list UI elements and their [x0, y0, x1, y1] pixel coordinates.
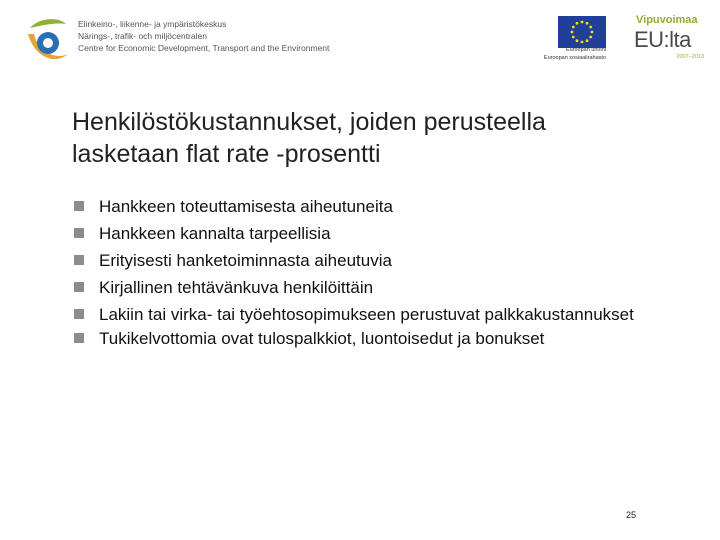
- bullet-text: Hankkeen kannalta tarpeellisia: [99, 224, 331, 243]
- ely-centre-logo: [24, 14, 330, 70]
- bullet-item: [72, 250, 672, 272]
- ely-name-swedish: Närings-, trafik- och miljöcentralen: [78, 31, 207, 41]
- vipuvoimaa-logo: [632, 14, 708, 64]
- ely-centre-logo-icon: [24, 16, 70, 66]
- slide-title-line-2: lasketaan flat rate -prosentti: [72, 140, 381, 168]
- vipuvoimaa-years: 2007–2013: [676, 54, 704, 60]
- bullet-item: [72, 328, 672, 350]
- bullet-list: [72, 196, 672, 355]
- ely-name-finnish: Elinkeino-, liikenne- ja ympäristökeskus: [78, 19, 227, 29]
- bullet-item: [72, 304, 672, 326]
- ely-name-english: Centre for Economic Development, Transport and the Environment: [78, 43, 330, 53]
- eu-flag-icon: [558, 16, 606, 48]
- square-bullet-icon: [74, 309, 84, 319]
- ely-centre-name: [78, 18, 329, 54]
- slide-title-line-1: Henkilöstökustannukset, joiden perusteella: [72, 108, 546, 136]
- slide-title: [72, 106, 672, 170]
- bullet-text: Kirjallinen tehtävänkuva henkilöittäin: [99, 278, 374, 297]
- square-bullet-icon: [74, 255, 84, 265]
- eu-caption: [514, 46, 606, 62]
- square-bullet-icon: [74, 282, 84, 292]
- bullet-text: Erityisesti hanketoiminnasta aiheutuvia: [99, 251, 392, 270]
- bullet-text: Hankkeen toteuttamisesta aiheutuneita: [99, 197, 393, 216]
- square-bullet-icon: [74, 228, 84, 238]
- bullet-item: [72, 277, 672, 299]
- bullet-text: Lakiin tai virka- tai työehtosopimukseen perustuvat palkkakustannukset: [99, 305, 634, 324]
- vipuvoimaa-main: EU:lta: [634, 27, 691, 52]
- page-number: 25: [625, 510, 636, 520]
- eu-caption-union: Euroopan unioni: [565, 47, 606, 53]
- bullet-item: [72, 196, 672, 218]
- bullet-text: Tukikelvottomia ovat tulospalkkiot, luontoisedut ja bonukset: [99, 329, 545, 348]
- eu-caption-fund: Euroopan sosiaalirahasto: [543, 55, 606, 61]
- eu-logo: [514, 16, 606, 64]
- vipuvoimaa-title: Vipuvoimaa: [636, 14, 698, 26]
- square-bullet-icon: [74, 201, 84, 211]
- square-bullet-icon: [74, 333, 84, 343]
- bullet-item: [72, 223, 672, 245]
